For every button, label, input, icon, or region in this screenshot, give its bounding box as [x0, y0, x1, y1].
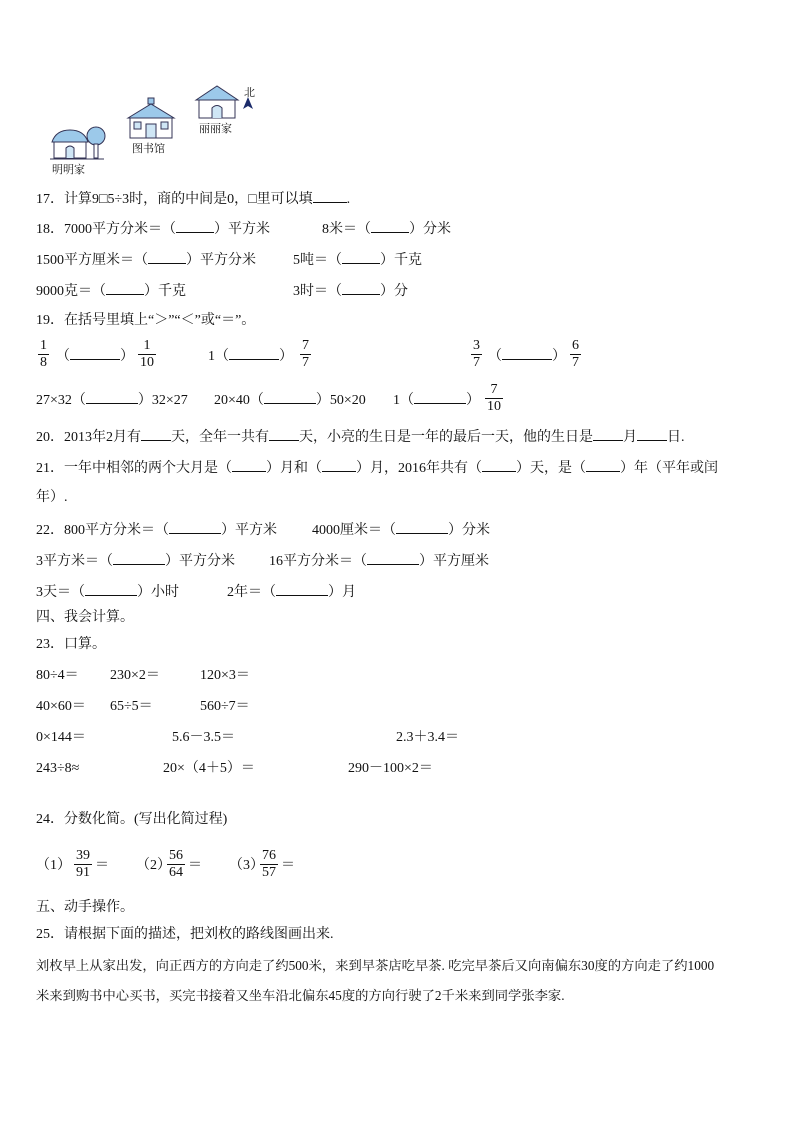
fraction: 7 7 — [302, 338, 309, 370]
equals-sign: ＝ — [95, 858, 109, 873]
fraction: 6 7 — [572, 338, 579, 370]
compare-blank: 20×40（ ）50×20 — [214, 390, 366, 410]
question-22-row2: 3平方米＝（ ）平方分米 — [36, 551, 235, 571]
question-18-row3: 9000克＝（ ）千克 — [36, 281, 186, 301]
question-21: 21．一年中相邻的两个大月是（ ）月和（ ）月，2016年共有（ ）天，是（ ）年（平年或闰 — [36, 458, 718, 478]
house1-label: 明明家 — [52, 163, 85, 176]
question-20: 20．2013年2月有 天，全年一共有 天，小亮的生日是一年的最后一天，他的生日是 月 日. — [36, 427, 685, 447]
question-18-b: 8米＝（ ）分米 — [322, 219, 451, 239]
house2-icon — [194, 84, 240, 120]
section-5-heading: 五、动手操作。 — [36, 900, 134, 915]
calc-item: 230×2＝ — [110, 668, 160, 683]
house-icon — [46, 122, 108, 162]
calc-item: 65÷5＝ — [110, 699, 153, 714]
fraction: 39 91 — [76, 848, 90, 880]
question-19-row2: 27×32（ ）32×27 — [36, 390, 188, 410]
question-18-row1: 18．7000平方分米＝（ ）平方米 — [36, 219, 270, 239]
fraction: 76 57 — [262, 848, 276, 880]
question-18-d: 5吨＝（ ）千克 — [293, 250, 422, 270]
question-22-d: 16平方分米＝（ ）平方厘米 — [269, 551, 489, 571]
library-icon — [124, 96, 178, 140]
question-22-row1: 22．800平方分米＝（ ）平方米 — [36, 520, 277, 540]
question-19-title: 19．在括号里填上“＞”“＜”或“＝”。 — [36, 313, 256, 328]
calc-item: 290－100×2＝ — [348, 761, 433, 776]
house2-label: 丽丽家 — [199, 122, 232, 135]
question-25-title: 25．请根据下面的描述，把刘枚的路线图画出来. — [36, 927, 334, 942]
question-25-text-2: 米来到购书中心买书，买完书接着又坐车沿北偏东45度的方向行驶了2千米来到同学张李家. — [36, 988, 565, 1003]
calc-item: 560÷7＝ — [200, 699, 250, 714]
question-22-row3: 3天＝（ ）小时 — [36, 582, 179, 602]
fraction: 3 7 — [473, 338, 480, 370]
question-23-title: 23．口算。 — [36, 637, 106, 652]
calc-item: 2.3＋3.4＝ — [396, 730, 459, 745]
question-21-cont: 年）. — [36, 490, 68, 505]
compare-blank: （ ） — [56, 346, 134, 366]
question-18-f: 3时＝（ ）分 — [293, 281, 408, 301]
calc-item: 40×60＝ — [36, 699, 86, 714]
question-18-row2: 1500平方厘米＝（ ）平方分米 — [36, 250, 256, 270]
calc-item: 243÷8≈ — [36, 761, 80, 776]
question-24-title: 24．分数化简。(写出化简过程) — [36, 812, 228, 827]
calc-item: 20×（4＋5）＝ — [163, 761, 255, 776]
question-22-b: 4000厘米＝（ ）分米 — [312, 520, 490, 540]
north-label: 北 — [244, 86, 255, 99]
question-25-text-1: 刘枚早上从家出发，向正西方的方向走了约500米，来到早茶店吃早茶. 吃完早茶后又向南偏东30度的方向走了约1000 — [36, 958, 715, 973]
calc-item: 5.6－3.5＝ — [172, 730, 235, 745]
fraction: 56 64 — [169, 848, 183, 880]
equals-sign: ＝ — [188, 858, 202, 873]
simplify-label: （1） — [36, 858, 71, 873]
fraction: 1 10 — [140, 338, 154, 370]
compare-blank: （ ） — [488, 346, 566, 366]
question-17: 17．计算9□5÷3时，商的中间是0，□里可以填 . — [36, 189, 350, 209]
simplify-label: （2） — [136, 858, 171, 873]
section-4-heading: 四、我会计算。 — [36, 610, 134, 625]
calc-item: 120×3＝ — [200, 668, 250, 683]
equals-sign: ＝ — [281, 858, 295, 873]
library-label: 图书馆 — [132, 142, 165, 155]
simplify-label: （3） — [229, 858, 264, 873]
compare-blank: 1（ ） — [393, 390, 480, 410]
fraction: 7 10 — [487, 382, 501, 414]
fraction: 1 8 — [40, 338, 47, 370]
question-22-f: 2年＝（ ）月 — [227, 582, 356, 602]
compare-blank: 1（ ） — [208, 346, 293, 366]
calc-item: 0×144＝ — [36, 730, 86, 745]
calc-item: 80÷4＝ — [36, 668, 79, 683]
